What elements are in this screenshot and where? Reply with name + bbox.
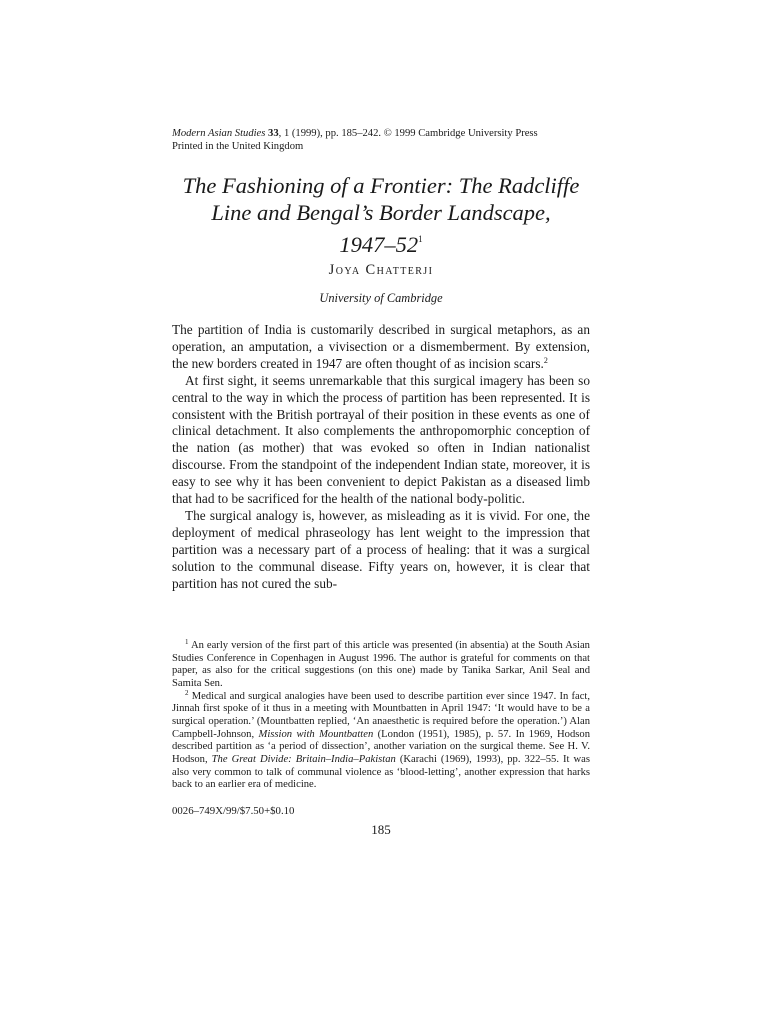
book-title: Mission with Mountbatten: [258, 728, 374, 740]
footnote-2: [172, 688, 591, 792]
citation-line: [172, 127, 590, 140]
footnote-text: (Karachi (1969), 1993), pp. 322–55. It was also very common to talk of communal violence as ‘blood-letting’, another expression that harks back to an earlier era of medicine.: [172, 753, 590, 791]
footnote-number: 1: [185, 638, 189, 646]
page-number: 185: [371, 822, 391, 837]
title-line-3: [168, 226, 594, 258]
journal-volume: 33: [268, 128, 279, 139]
author-name: Joya Chatterji: [328, 262, 434, 278]
journal-citation: , 1 (1999), pp. 185–242. © 1999 Cambridge University Press: [278, 128, 538, 139]
journal-header: [172, 127, 590, 153]
title-line-2: Line and Bengal’s Border Landscape,: [211, 200, 551, 225]
book-title: The Great Divide: Britain–India–Pakistan: [211, 753, 396, 765]
title-line-1: The Fashioning of a Frontier: The Radcliffe: [182, 173, 580, 198]
footnotes: [172, 640, 590, 792]
footnote-text: (London (1951), 1985), p. 57. In 1969, Hodson described partition as ‘a period of dissection’, another variation on the surgical theme. See H. V. Hodson,: [172, 728, 590, 765]
footnote-1: [172, 640, 590, 691]
paragraph: At first sight, it seems unremarkable that this surgical imagery has been so central to the way in which the process of partition has been represented. It is consistent with the British portrayal of their position in these events as one of clinical detachment. It also complements the anthropomorphic conception of the nation (as mother) that was evoked so often in Indian nationalist discourse. From the standpoint of the independent Indian state, moreover, it is easy to see why it has been convenient to depict Pakistan as a diseased limb that had to be sacrificed for the health of the national body-politic.: [172, 372, 590, 507]
paragraph-text: The partition of India is customarily described in surgical metaphors, as an operation, an amputation, a vivisection or a dismemberment. By extension, the new borders created in 1947 are often thought of as incision scars.: [172, 322, 590, 371]
paragraph: The surgical analogy is, however, as misleading as it is vivid. For one, the deployment of medical phraseology has lent weight to the impression that partition was a necessary part of a process of healing: that it was a surgical solution to the communal disease. Fifty years on, however, it is clear that partition has not cured the sub-: [172, 507, 590, 591]
issn-code: 0026–749X/99/$7.50+$0.10: [172, 805, 295, 817]
printed-line: Printed in the United Kingdom: [172, 141, 304, 152]
paragraph: [172, 322, 590, 373]
footnote-number: 2: [185, 688, 189, 697]
footnote-text: An early version of the first part of this article was presented (in absentia) at the South Asian Studies Conference in Copenhagen in August 1996. The author is grateful for comments on that paper, as also for the critical suggestions (on this one) made by Tanika Sarkar, Anil Seal and Samita Sen.: [172, 640, 590, 689]
footnote-marker[interactable]: 2: [543, 355, 548, 365]
title-years: 1947–52: [339, 232, 419, 257]
article-title: [168, 172, 594, 258]
author-affiliation: University of Cambridge: [319, 291, 443, 305]
footnote-text: Medical and surgical analogies have been used to describe partition ever since 1947. In fact, Jinnah first spoke of it thus in a meeting with Mountbatten in April 1947: ‘It would have to be a surgical operation.’ (Mountbatten replied, ‘An anaesthetic is required before the operation.’) Alan Campbell-Johnson,: [172, 690, 591, 740]
article-body: [172, 322, 590, 593]
journal-name: Modern Asian Studies: [172, 128, 266, 139]
footnote-marker[interactable]: 1: [418, 234, 423, 244]
